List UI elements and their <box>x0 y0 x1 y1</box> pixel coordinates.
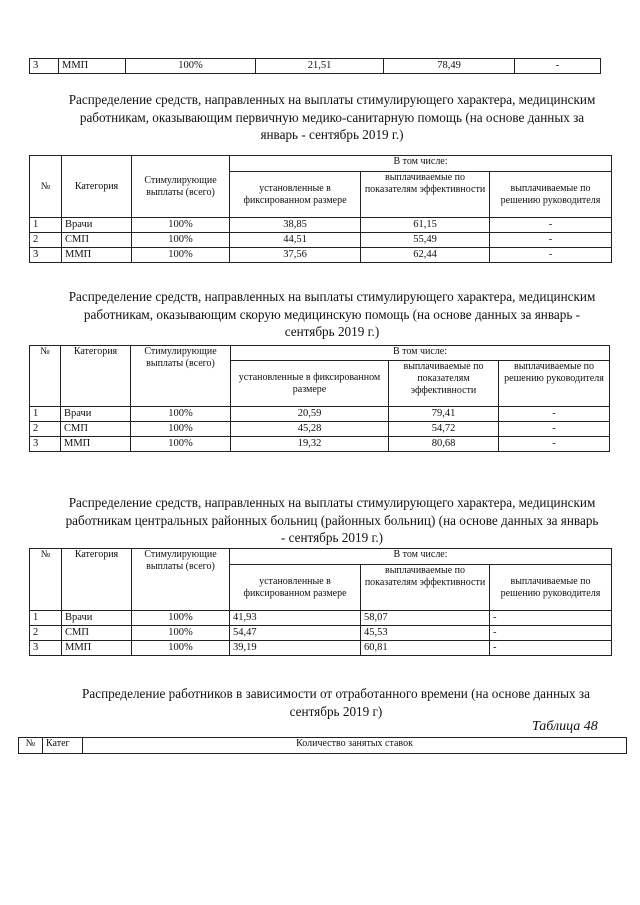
section3-table <box>29 548 612 656</box>
row-fixed: 44,51 <box>230 233 361 248</box>
row-total: 100% <box>132 626 230 641</box>
header-num: № <box>19 738 43 754</box>
section2-heading: Распределение средств, направленных на выплаты стимулирующего характера, медицинским работникам, оказывающим скорую медицинскую помощь (на основе данных за январь - сентябрь 2019 г.) <box>68 289 596 339</box>
row-performance: 80,68 <box>389 437 499 452</box>
section4-heading: Распределение работников в зависимости от отработанного времени (на основе данных за сентябрь 2019 г) <box>82 686 590 719</box>
section1-heading: Распределение средств, направленных на выплаты стимулирующего характера, медицинским работникам, оказывающим первичную медико-санитарную помощь (на основе данных за январь - сентябрь 2019 г.) <box>68 92 596 142</box>
row-fixed: 20,59 <box>231 407 389 422</box>
table-row <box>30 626 612 641</box>
table-row <box>30 611 612 626</box>
table-row <box>30 437 610 452</box>
row-category: СМП <box>62 626 132 641</box>
row-num: 1 <box>30 611 62 626</box>
row-decision: - <box>499 407 610 422</box>
table-row <box>30 422 610 437</box>
row-total: 100% <box>131 437 231 452</box>
section1-table <box>29 155 612 263</box>
header-num: № <box>30 346 61 407</box>
row-total: 100% <box>132 248 230 263</box>
row-decision: - <box>499 437 610 452</box>
row-fixed: 19,32 <box>231 437 389 452</box>
row-performance: 62,44 <box>361 248 490 263</box>
row-decision: - <box>515 59 601 74</box>
row-fixed: 54,47 <box>230 626 361 641</box>
header-num: № <box>30 549 62 611</box>
row-fixed: 45,28 <box>231 422 389 437</box>
row-decision: - <box>490 641 612 656</box>
header-staff: Количество занятых ставок <box>83 738 627 754</box>
row-category: Врачи <box>62 611 132 626</box>
row-decision: - <box>490 611 612 626</box>
row-category: ММП <box>59 59 126 74</box>
header-category: Категория <box>62 156 132 218</box>
row-num: 3 <box>30 59 59 74</box>
row-decision: - <box>490 626 612 641</box>
row-performance: 79,41 <box>389 407 499 422</box>
header-decision: выплачиваемые по решению руководителя <box>490 172 612 218</box>
row-performance: 61,15 <box>361 218 490 233</box>
header-including: В том числе: <box>230 549 612 565</box>
table-row <box>30 641 612 656</box>
row-fixed: 37,56 <box>230 248 361 263</box>
row-performance: 55,49 <box>361 233 490 248</box>
row-decision: - <box>499 422 610 437</box>
header-performance: выплачиваемые по показателям эффективности <box>361 565 490 611</box>
row-category: Врачи <box>62 218 132 233</box>
row-decision: - <box>490 248 612 263</box>
row-category: ММП <box>61 437 131 452</box>
section3-heading: Распределение средств, направленных на выплаты стимулирующего характера, медицинским работникам центральных районных больниц (районных больниц) (на основе данных за январь - сентябрь 2019 г.) <box>65 495 599 545</box>
header-num: № <box>30 156 62 218</box>
header-fixed: установленные в фиксированном размере <box>230 172 361 218</box>
row-total: 100% <box>132 641 230 656</box>
row-num: 3 <box>30 437 61 452</box>
table-row <box>30 233 612 248</box>
row-performance: 78,49 <box>384 59 515 74</box>
row-total: 100% <box>132 233 230 248</box>
table-row <box>30 59 601 74</box>
row-total: 100% <box>126 59 256 74</box>
header-category: Катег <box>43 738 83 754</box>
header-category: Категория <box>61 346 131 407</box>
row-total: 100% <box>132 218 230 233</box>
row-fixed: 39,19 <box>230 641 361 656</box>
row-num: 2 <box>30 422 61 437</box>
row-total: 100% <box>131 407 231 422</box>
header-fixed: установленные в фиксированном размере <box>231 361 389 407</box>
table-row <box>30 248 612 263</box>
row-category: СМП <box>62 233 132 248</box>
header-including: В том числе: <box>231 346 610 361</box>
row-fixed: 21,51 <box>256 59 384 74</box>
table-row <box>30 407 610 422</box>
row-total: 100% <box>131 422 231 437</box>
header-including: В том числе: <box>230 156 612 172</box>
top-partial-table <box>29 58 601 74</box>
row-num: 3 <box>30 641 62 656</box>
header-fixed: установленные в фиксированном размере <box>230 565 361 611</box>
table-number-label: Таблица 48 <box>532 719 598 734</box>
row-decision: - <box>490 233 612 248</box>
row-total: 100% <box>132 611 230 626</box>
row-num: 1 <box>30 218 62 233</box>
header-total: Стимулирующие выплаты (всего) <box>132 549 230 611</box>
table-row <box>30 218 612 233</box>
row-performance: 58,07 <box>361 611 490 626</box>
row-category: Врачи <box>61 407 131 422</box>
row-performance: 60,81 <box>361 641 490 656</box>
row-num: 1 <box>30 407 61 422</box>
header-decision: выплачиваемые по решению руководителя <box>499 361 610 407</box>
header-performance: выплачиваемые по показателям эффективности <box>389 361 499 407</box>
row-category: ММП <box>62 641 132 656</box>
header-decision: выплачиваемые по решению руководителя <box>490 565 612 611</box>
section2-table <box>29 345 610 452</box>
row-num: 3 <box>30 248 62 263</box>
row-fixed: 38,85 <box>230 218 361 233</box>
header-total: Стимулирующие выплаты (всего) <box>132 156 230 218</box>
row-performance: 45,53 <box>361 626 490 641</box>
header-performance: выплачиваемые по показателям эффективности <box>361 172 490 218</box>
row-num: 2 <box>30 626 62 641</box>
row-category: СМП <box>61 422 131 437</box>
row-num: 2 <box>30 233 62 248</box>
row-fixed: 41,93 <box>230 611 361 626</box>
row-performance: 54,72 <box>389 422 499 437</box>
header-total: Стимулирующие выплаты (всего) <box>131 346 231 407</box>
header-category: Категория <box>62 549 132 611</box>
row-decision: - <box>490 218 612 233</box>
row-category: ММП <box>62 248 132 263</box>
section4-table <box>18 737 627 754</box>
